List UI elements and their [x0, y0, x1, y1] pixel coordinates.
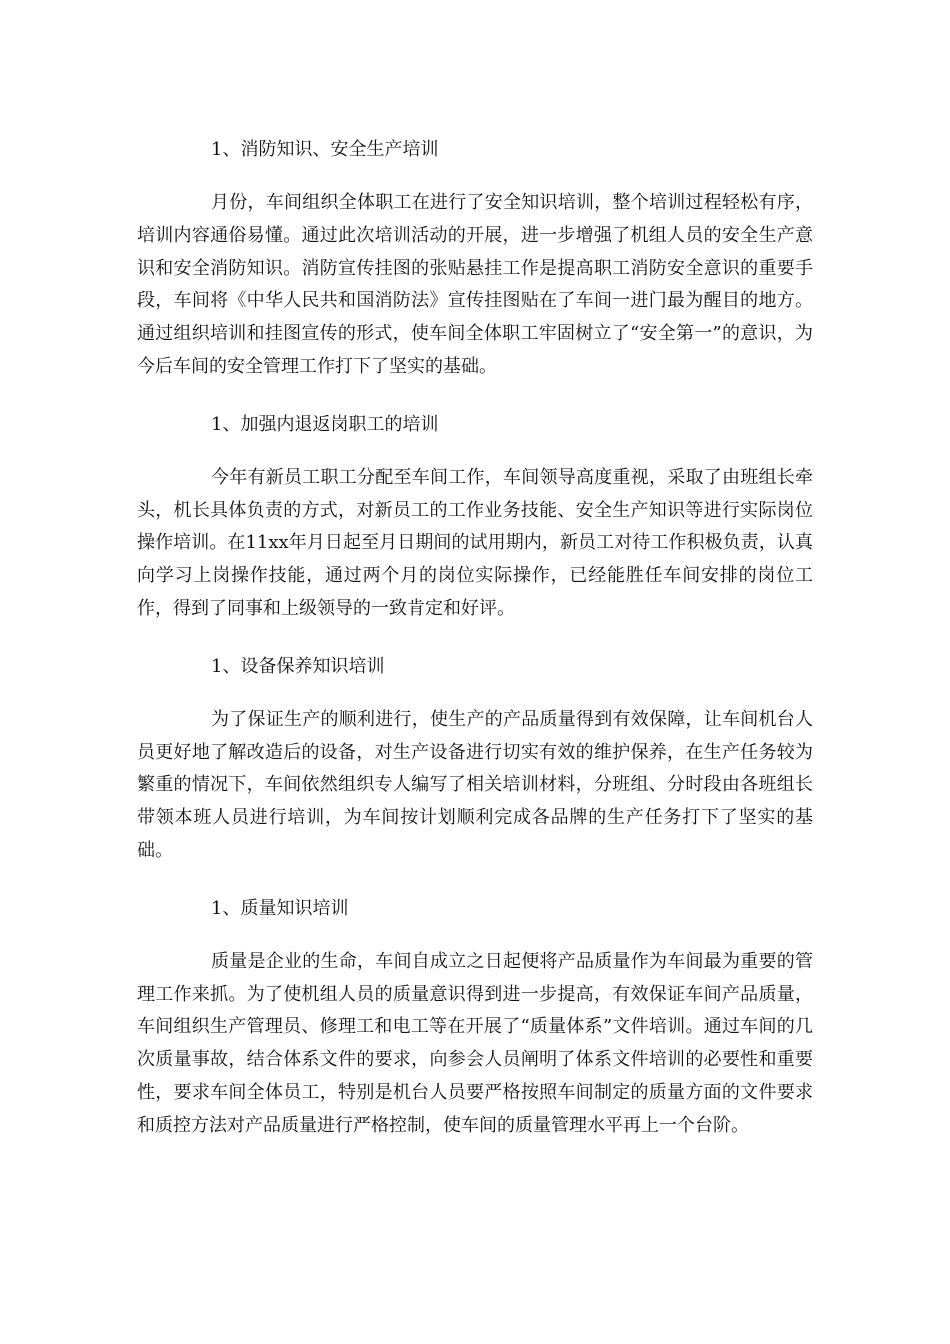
section-paragraph-returning-staff: 今年有新员工职工分配至车间工作，车间领导高度重视，采取了由班组长牵头，机长具体负责的方式，对新员工的工作业务技能、安全生产知识等进行实际岗位操作培训。在11xx年月日起至月日期间的试用期内，新员工对待工作积极负责，认真向学习上岗操作技能，通过两个月的岗位实际操作，已经能胜任车间安排的岗位工作，得到了同事和上级领导的一致肯定和好评。	[137, 466, 813, 619]
section-paragraph-equipment-maintenance: 为了保证生产的顺利进行，使生产的产品质量得到有效保障，让车间机台人员更好地了解改造后的设备，对生产设备进行切实有效的维护保养，在生产任务较为繁重的情况下，车间依然组织专人编写了相关培训材料，分班组、分时段由各班组长带领本班人员进行培训，为车间按计划顺利完成各品牌的生产任务打下了坚实的基础。	[137, 708, 813, 861]
section-heading-returning-staff: 1、加强内退返岗职工的培训	[211, 413, 439, 435]
section-paragraph-quality: 质量是企业的生命，车间自成立之日起便将产品质量作为车间最为重要的管理工作来抓。为了使机组人员的质量意识得到进一步提高，有效保证车间产品质量，车间组织生产管理员、修理工和电工等在开展了“质量体系”文件培训。通过车间的几次质量事故，结合体系文件的要求，向参会人员阐明了体系文件培训的必要性和重要性，要求车间全体员工，特别是机台人员要严格按照车间制定的质量方面的文件要求和质控方法对产品质量进行严格控制，使车间的质量管理水平再上一个台阶。	[137, 950, 813, 1136]
section-heading-quality: 1、质量知识培训	[211, 897, 349, 919]
section-heading-equipment-maintenance: 1、设备保养知识培训	[211, 655, 385, 677]
document-body	[137, 132, 813, 1143]
section-paragraph-fire-safety: 月份，车间组织全体职工在进行了安全知识培训，整个培训过程轻松有序，培训内容通俗易懂。通过此次培训活动的开展，进一步增强了机组人员的安全生产意识和安全消防知识。消防宣传挂图的张贴悬挂工作是提高职工消防安全意识的重要手段，车间将《中华人民共和国消防法》宣传挂图贴在了车间一进门最为醒目的地方。通过组织培训和挂图宣传的形式，使车间全体职工牢固树立了“安全第一”的意识，为今后车间的安全管理工作打下了坚实的基础。	[137, 192, 813, 377]
section-heading-fire-safety: 1、消防知识、安全生产培训	[211, 139, 439, 160]
